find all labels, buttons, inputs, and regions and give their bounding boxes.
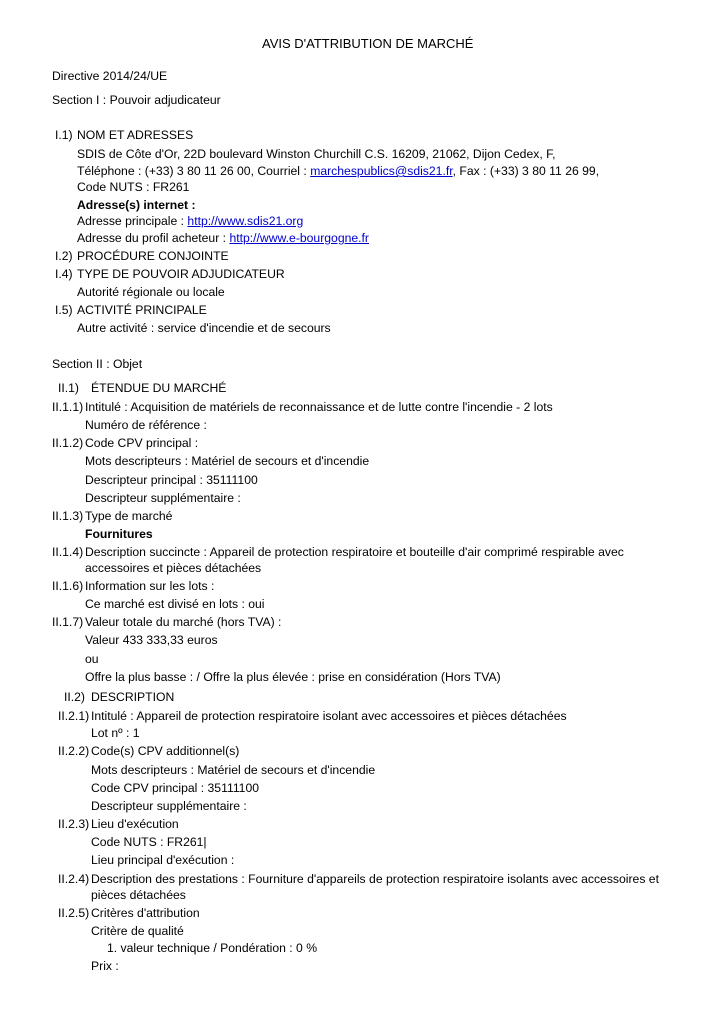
- i5-value: Autre activité : service d'incendie et de secours: [77, 321, 331, 335]
- buyer-profile-label: Adresse du profil acheteur :: [77, 231, 230, 245]
- i1-number: I.1): [55, 128, 73, 142]
- ii25-criterion: 1. valeur technique / Pondération : 0 %: [107, 941, 318, 955]
- buyer-profile-link[interactable]: http://www.e-bourgogne.fr: [229, 231, 369, 245]
- i2-number: I.2): [55, 249, 73, 263]
- main-address-line: [77, 214, 303, 229]
- ii17-or: ou: [85, 652, 99, 666]
- ii25-quality: Critère de qualité: [91, 924, 184, 938]
- ii14-label-cont: accessoires et pièces détachées: [85, 561, 262, 575]
- ii23-place: Lieu principal d'exécution :: [91, 853, 235, 867]
- internet-label: Adresse(s) internet :: [77, 198, 196, 212]
- ii25-label: Critères d'attribution: [91, 906, 200, 920]
- ii21-number: II.2.1): [58, 709, 90, 723]
- ii13-value: Fournitures: [85, 527, 153, 541]
- page-title: AVIS D'ATTRIBUTION DE MARCHÉ: [262, 36, 474, 51]
- ii14-label: Description succincte : Appareil de protection respiratoire et bouteille d'air comprimé respirable avec: [85, 545, 624, 559]
- phone-text: Téléphone : (+33) 3 80 11 26 00, Courriel :: [77, 164, 311, 178]
- ii12-main-descriptor: Descripteur principal : 35111100: [85, 473, 258, 487]
- ii13-label: Type de marché: [85, 509, 173, 523]
- ii23-nuts: Code NUTS : FR261|: [91, 835, 207, 849]
- ii17-value: Valeur 433 333,33 euros: [85, 633, 218, 647]
- ii25-number: II.2.5): [58, 906, 90, 920]
- ii17-offers: Offre la plus basse : / Offre la plus élevée : prise en considération (Hors TVA): [85, 670, 501, 684]
- ii22-cpv: Code CPV principal : 35111100: [91, 781, 260, 795]
- ii16-value: Ce marché est divisé en lots : oui: [85, 597, 265, 611]
- ii14-number: II.1.4): [52, 545, 84, 559]
- i5-number: I.5): [55, 303, 73, 317]
- i2-label: PROCÉDURE CONJOINTE: [77, 249, 229, 263]
- ii17-number: II.1.7): [52, 615, 84, 629]
- ii13-number: II.1.3): [52, 509, 84, 523]
- address-line: SDIS de Côte d'Or, 22D boulevard Winston Churchill C.S. 16209, 21062, Dijon Cedex, F,: [77, 147, 556, 161]
- fax-text: , Fax : (+33) 3 80 11 26 99,: [452, 164, 600, 178]
- ii24-label-cont: pièces détachées: [91, 888, 186, 902]
- ii12-extra-descriptor: Descripteur supplémentaire :: [85, 491, 241, 505]
- ii22-number: II.2.2): [58, 744, 90, 758]
- buyer-profile-line: [77, 231, 369, 246]
- ii1-label: ÉTENDUE DU MARCHÉ: [91, 381, 227, 395]
- ii24-number: II.2.4): [58, 872, 90, 886]
- ii11-label: Intitulé : Acquisition de matériels de reconnaissance et de lutte contre l'incendie - 2 lots: [85, 400, 553, 414]
- i5-label: ACTIVITÉ PRINCIPALE: [77, 303, 207, 317]
- ii23-label: Lieu d'exécution: [91, 817, 179, 831]
- ii22-descriptors: Mots descripteurs : Matériel de secours et d'incendie: [91, 763, 376, 777]
- ii23-number: II.2.3): [58, 817, 90, 831]
- ii11-number: II.1.1): [52, 400, 84, 414]
- ii17-label: Valeur totale du marché (hors TVA) :: [85, 615, 282, 629]
- email-link[interactable]: marchespublics@sdis21.fr: [310, 164, 453, 178]
- i4-number: I.4): [55, 267, 73, 281]
- ii24-label: Description des prestations : Fourniture d'appareils de protection respiratoire isolants avec accessoires et: [91, 872, 659, 886]
- ii12-descriptors: Mots descripteurs : Matériel de secours et d'incendie: [85, 454, 370, 468]
- ii12-label: Code CPV principal :: [85, 436, 199, 450]
- ii21-lot: Lot nº : 1: [91, 726, 140, 740]
- main-address-label: Adresse principale :: [77, 214, 188, 228]
- i1-label: NOM ET ADRESSES: [77, 128, 194, 142]
- directive: Directive 2014/24/UE: [52, 69, 168, 83]
- ii22-label: Code(s) CPV additionnel(s): [91, 744, 240, 758]
- ii22-extra-descriptor: Descripteur supplémentaire :: [91, 799, 247, 813]
- main-address-link[interactable]: http://www.sdis21.org: [187, 214, 304, 228]
- nuts-code: Code NUTS : FR261: [77, 180, 190, 194]
- ii11-reference: Numéro de référence :: [85, 418, 207, 432]
- ii16-label: Information sur les lots :: [85, 579, 215, 593]
- ii25-price: Prix :: [91, 959, 119, 973]
- section-1-heading: Section I : Pouvoir adjudicateur: [52, 93, 221, 107]
- ii12-number: II.1.2): [52, 436, 84, 450]
- ii21-label: Intitulé : Appareil de protection respiratoire isolant avec accessoires et pièces détachées: [91, 709, 567, 723]
- contact-line: [77, 164, 599, 179]
- ii1-number: II.1): [58, 381, 79, 395]
- ii2-label: DESCRIPTION: [91, 690, 175, 704]
- section-2-heading: Section II : Objet: [52, 357, 143, 371]
- i4-label: TYPE DE POUVOIR ADJUDICATEUR: [77, 267, 285, 281]
- i4-value: Autorité régionale ou locale: [77, 285, 225, 299]
- ii2-number: II.2): [64, 690, 85, 704]
- ii16-number: II.1.6): [52, 579, 84, 593]
